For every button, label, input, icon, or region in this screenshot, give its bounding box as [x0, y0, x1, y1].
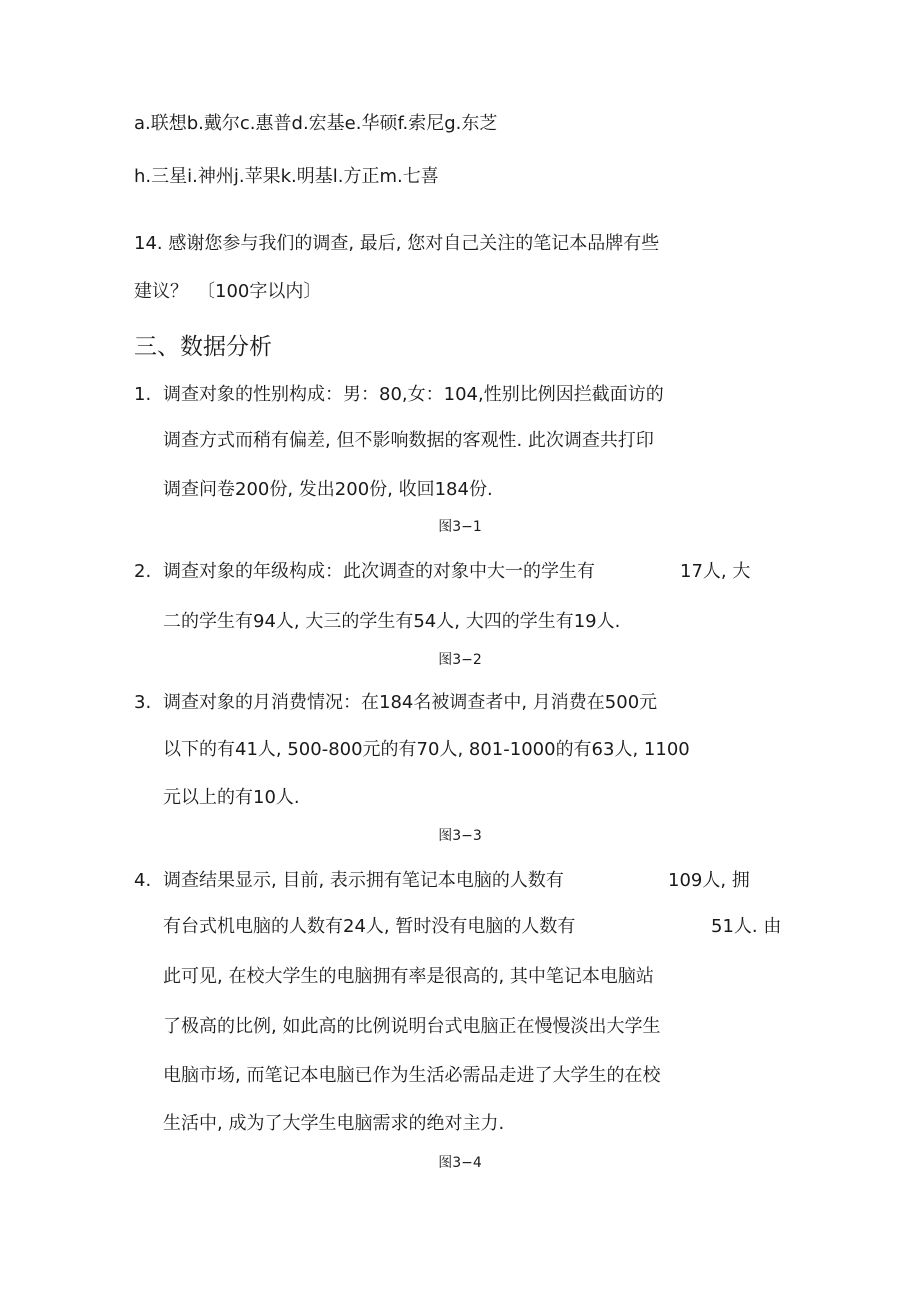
- item-3-number: 3.: [134, 692, 152, 713]
- item-4-line-5: 电脑市场, 而笔记本电脑已作为生活必需品走进了大学生的在校: [163, 1065, 661, 1086]
- item-1-line-3: 调查问卷200份, 发出200份, 收回184份.: [163, 479, 493, 500]
- item-3-line-2: 以下的有41人, 500-800元的有70人, 801-1000的有63人, 1100: [163, 739, 690, 760]
- q13-options-line-2: h.三星i.神州j.苹果k.明基l.方正m.七喜: [134, 166, 439, 187]
- item-1-line-1: 调查对象的性别构成：男：80,女：104,性别比例因拦截面访的: [163, 384, 664, 405]
- item-4-line-6: 生活中, 成为了大学生电脑需求的绝对主力.: [163, 1113, 505, 1134]
- item-4-line-1b: 109人, 拥: [668, 870, 750, 891]
- item-3-line-1: 调查对象的月消费情况：在184名被调查者中, 月消费在500元: [163, 692, 658, 713]
- figure-caption-3-3: 图3−3: [438, 828, 482, 844]
- item-1-number: 1.: [134, 384, 152, 405]
- item-2-line-1a: 调查对象的年级构成：此次调查的对象中大一的学生有: [163, 561, 595, 582]
- item-4-line-3: 此可见, 在校大学生的电脑拥有率是很高的, 其中笔记本电脑站: [163, 966, 654, 987]
- item-3-line-3: 元以上的有10人.: [163, 787, 300, 808]
- item-4-line-4: 了极高的比例, 如此高的比例说明台式电脑正在慢慢淡出大学生: [163, 1016, 661, 1037]
- item-4-number: 4.: [134, 870, 152, 891]
- item-4-line-2a: 有台式机电脑的人数有24人, 暂时没有电脑的人数有: [163, 916, 576, 937]
- item-4-line-2b: 51人. 由: [711, 916, 782, 937]
- q14-line-1: 14. 感谢您参与我们的调查, 最后, 您对自己关注的笔记本品牌有些: [134, 233, 660, 254]
- item-2-number: 2.: [134, 561, 152, 582]
- q13-options-line-1: a.联想b.戴尔c.惠普d.宏基e.华硕f.索尼g.东芝: [134, 113, 498, 134]
- section-title: 三、数据分析: [134, 334, 272, 360]
- item-1-line-2: 调查方式而稍有偏差, 但不影响数据的客观性. 此次调查共打印: [163, 430, 654, 451]
- figure-caption-3-2: 图3−2: [438, 652, 482, 668]
- item-4-line-1a: 调查结果显示, 目前, 表示拥有笔记本电脑的人数有: [163, 870, 564, 891]
- figure-caption-3-4: 图3−4: [438, 1155, 482, 1171]
- item-2-line-1b: 17人, 大: [680, 561, 751, 582]
- item-2-line-2: 二的学生有94人, 大三的学生有54人, 大四的学生有19人.: [163, 611, 621, 632]
- figure-caption-3-1: 图3−1: [438, 519, 482, 535]
- q14-line-2: 建议？ 〔100字以内〕: [134, 281, 322, 302]
